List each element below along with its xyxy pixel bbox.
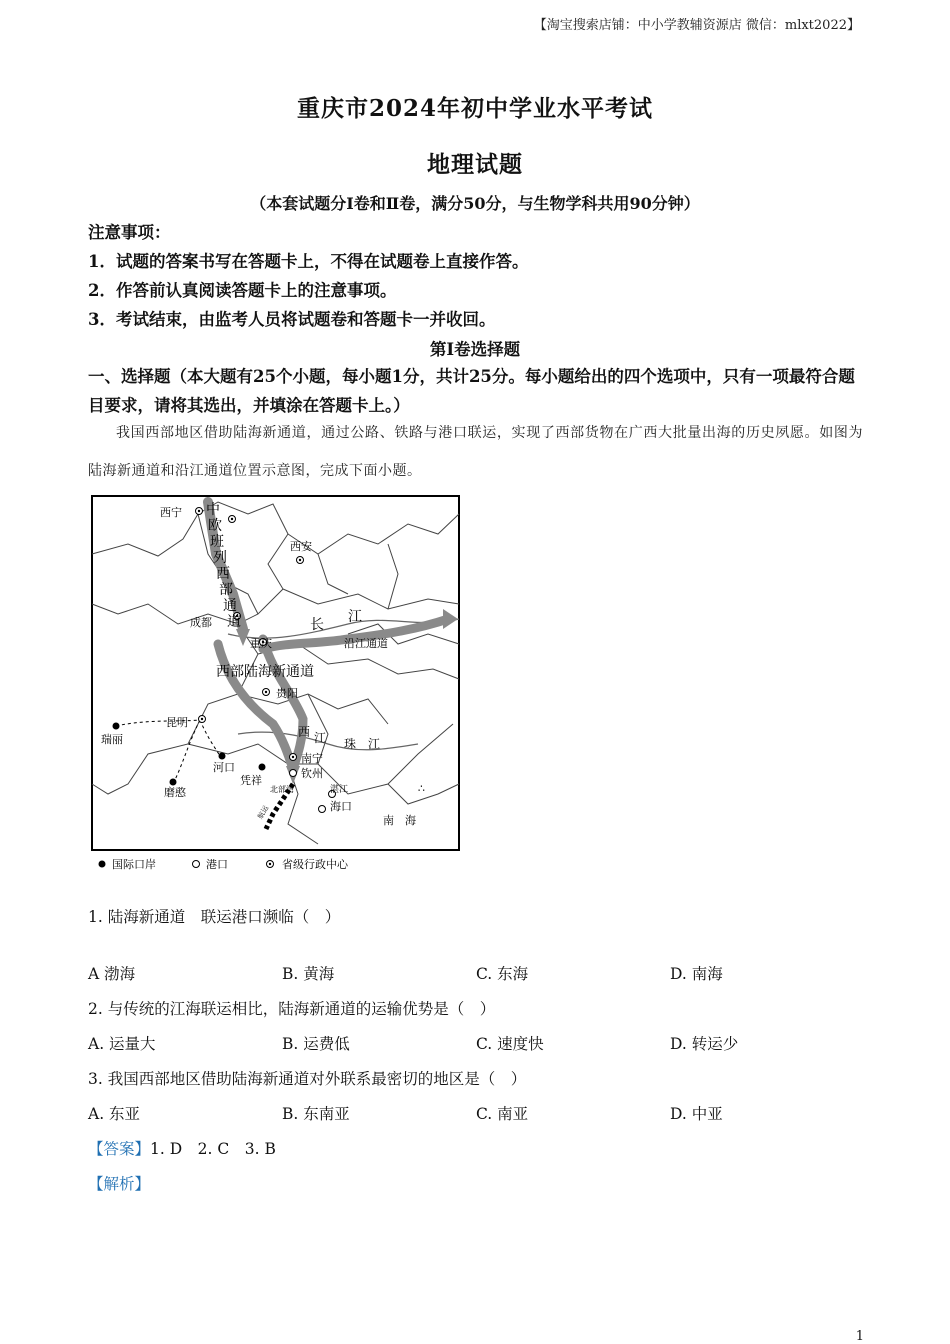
label-nanning: 南宁 xyxy=(301,752,323,765)
q2-option-b: B. 运费低 xyxy=(282,1035,350,1053)
label-ruili: 瑞丽 xyxy=(101,733,123,746)
question-2-stem: 2. 与传统的江海联运相比，陆海新通道的运输优势是（ ） xyxy=(88,1000,496,1018)
legend-international-port: 国际口岸 xyxy=(112,858,156,871)
page-number: 1 xyxy=(855,1329,864,1344)
zhujiang-char-2: 江 xyxy=(368,737,381,751)
route-map xyxy=(88,494,468,878)
route-char-5: 西 xyxy=(216,566,230,582)
exam-title: 重庆市2024年初中学业水平考试 xyxy=(296,95,653,122)
legend-international-port-icon xyxy=(99,861,106,868)
route-char-7: 通 xyxy=(223,598,237,614)
label-beibuwan: 北部湾 xyxy=(270,785,294,794)
label-haikou: 海口 xyxy=(330,800,352,813)
changjiang-char-1: 长 xyxy=(310,617,324,633)
answer-tag: 【答案】 xyxy=(88,1140,151,1158)
q3-option-c: C. 南亚 xyxy=(476,1105,529,1123)
answer-text: 1. D 2. C 3. B xyxy=(150,1140,276,1158)
answer-line xyxy=(88,1137,276,1159)
label-xian: 西安 xyxy=(290,540,312,553)
xijiang-char-1: 西 xyxy=(298,725,311,739)
legend-port-icon xyxy=(193,861,200,868)
q3-option-b: B. 东南亚 xyxy=(282,1105,350,1123)
label-qinzhou: 钦州 xyxy=(301,767,323,780)
south-sea-label: 南 海 xyxy=(383,814,416,827)
qinzhou-marker xyxy=(290,770,297,777)
q1-option-c: C. 东海 xyxy=(476,965,529,983)
notice-item-1: 1．试题的答案书写在答题卡上，不得在试题卷上直接作答。 xyxy=(88,252,529,271)
question-3-stem: 3. 我国西部地区借助陆海新通道对外联系最密切的地区是（ ） xyxy=(88,1070,527,1088)
q2-option-c: C. 速度快 xyxy=(476,1035,544,1053)
legend-capital: 省级行政中心 xyxy=(282,858,348,871)
xijiang-char-2: 江 xyxy=(314,731,327,745)
q1-option-d: D. 南海 xyxy=(670,965,723,983)
changjiang-char-2: 江 xyxy=(348,609,362,625)
route-char-8: 道 xyxy=(227,614,241,630)
q2-option-a: A. 运量大 xyxy=(88,1035,156,1053)
q3-option-d: D. 中亚 xyxy=(670,1105,723,1123)
label-pingxiang: 凭祥 xyxy=(240,774,262,787)
route-char-2: 欧 xyxy=(208,518,222,534)
label-hekou: 河口 xyxy=(213,761,235,774)
pingxiang-marker xyxy=(259,764,266,771)
header-note: 【淘宝搜索店铺：中小学教辅资源店 微信：mlxt2022】 xyxy=(533,18,860,33)
land-sea-label: 西部陆海新通道 xyxy=(216,664,314,680)
label-chongqing: 重庆 xyxy=(250,637,272,650)
route-char-3: 班 xyxy=(210,534,224,550)
exam-subtitle: （本套试题分Ⅰ卷和Ⅱ卷，满分50分，与生物学科共用90分钟） xyxy=(250,194,700,213)
q1-option-b: B. 黄海 xyxy=(282,965,335,983)
part-instruction: 一、选择题（本大题有25个小题，每小题1分，共计25分。每小题给出的四个选项中，只有一项最符合题目要求，请将其选出，并填涂在答题卡上。） xyxy=(88,367,855,415)
section-title: 第Ⅰ卷选择题 xyxy=(429,340,521,359)
label-xining: 西宁 xyxy=(160,506,182,519)
islands-dots: ∴ xyxy=(418,782,425,795)
q2-option-d: D. 转运少 xyxy=(670,1035,739,1053)
mohan-marker xyxy=(170,779,177,786)
label-zhanjiang: 湛江 xyxy=(330,785,349,795)
ruili-marker xyxy=(113,723,120,730)
route-char-1: 中 xyxy=(206,502,220,518)
subject-title: 地理试题 xyxy=(427,151,523,178)
question-1-stem: 1. 陆海新通道 联运港口濒临（ ） xyxy=(88,908,341,926)
shipping-label: 航运 xyxy=(256,804,271,821)
label-mohan: 磨憨 xyxy=(164,786,186,799)
along-river-label: 沿江通道 xyxy=(344,637,388,650)
label-guiyang: 贵阳 xyxy=(276,687,298,700)
analysis-tag: 【解析】 xyxy=(88,1175,151,1193)
analysis-line xyxy=(88,1172,150,1194)
notice-item-3: 3．考试结束，由监考人员将试题卷和答题卡一并收回。 xyxy=(88,310,496,329)
legend-port: 港口 xyxy=(206,858,228,871)
route-char-6: 部 xyxy=(219,582,233,598)
passage: 我国西部地区借助陆海新通道，通过公路、铁路与港口联运，实现了西部货物在广西大批量出海的历史夙愿。如图为陆海新通道和沿江通道位置示意图，完成下面小题。 xyxy=(88,425,863,479)
haikou-marker xyxy=(319,806,326,813)
route-char-4: 列 xyxy=(213,550,227,566)
label-chengdu: 成都 xyxy=(190,616,212,629)
zhujiang-char-1: 珠 xyxy=(344,737,357,751)
q3-option-a: A. 东亚 xyxy=(88,1105,141,1123)
hekou-marker xyxy=(219,753,226,760)
notice-item-2: 2．作答前认真阅读答题卡上的注意事项。 xyxy=(88,281,397,300)
q1-option-a: A 渤海 xyxy=(88,965,136,983)
map-legend xyxy=(99,857,349,871)
notice-heading: 注意事项： xyxy=(88,223,171,242)
label-kunming: 昆明 xyxy=(166,716,188,729)
